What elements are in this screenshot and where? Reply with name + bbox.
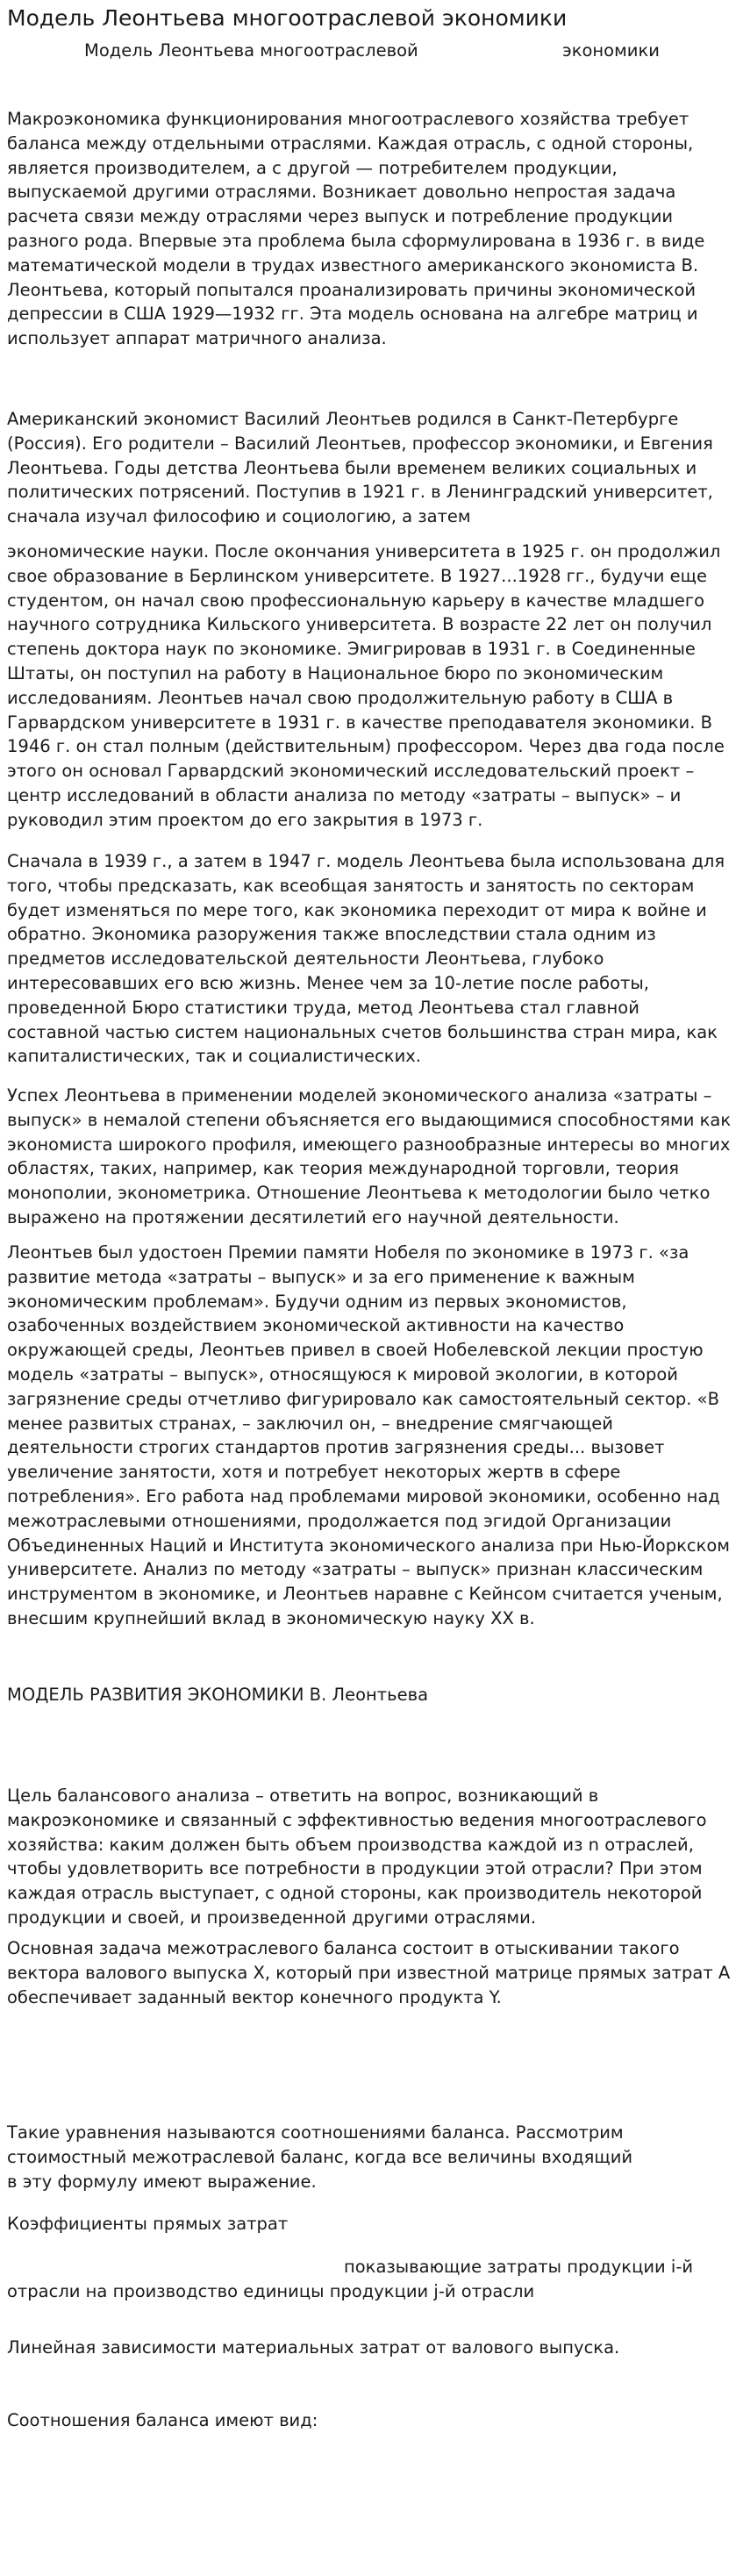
linear-dependence-text: Линейная зависимости материальных затрат от валового выпуска. bbox=[7, 2337, 620, 2358]
biography-paragraph-3: Сначала в 1939 г., а затем в 1947 г. модель Леонтьева была использована для того, чтобы предсказать, как всеобщая занятость и занятость по секторам будет изменяться по мере того, как экономика переходит от мира к войне и обратно. Экономика разоружения также впоследствии стала одним из предметов исследовательской деятельности Леонтьева, глубоко интересовавших его всю жизнь. Менее чем за 10-летие после работы, проведенной Бюро статистики труда, метод Леонтьева стал главной составной частью систем национальных счетов большинства стран мира, как капиталистических, так и социалистических. bbox=[7, 851, 725, 1067]
subtitle-right: экономики bbox=[562, 40, 660, 61]
page-title: Модель Леонтьева многоотраслевой экономики bbox=[7, 5, 568, 31]
biography-paragraph-1: Американский экономист Василий Леонтьев родился в Санкт-Петербурге (Россия). Его родители – Василий Леонтьев, профессор экономики, и Евгения Леонтьева. Годы детства Леонтьева были временем великих социальных и политических потрясений. Поступив в 1921 г. в Ленинградский университет, сначала изучал философию и социологию, а затем bbox=[7, 409, 713, 527]
model-heading: МОДЕЛЬ РАЗВИТИЯ ЭКОНОМИКИ В. Леонтьева bbox=[7, 1685, 429, 1705]
goal-paragraph: Цель балансового анализа – ответить на вопрос, возникающий в макроэкономике и связанный с эффективностью ведения многоотраслевого хозяйства: каким должен быть объем производства каждой из n отраслей, чтобы удовлетворить все потребности в продукции этой отрасли? При этом каждая отрасль выступает, с одной стороны, как производитель некоторой продукции и своей, и произведенной другими отраслями. bbox=[7, 1785, 707, 1928]
biography-paragraph-4: Успех Леонтьева в применении моделей экономического анализа «затраты – выпуск» в немалой степени объясняется его выдающимися способностями как экономиста широкого профиля, имеющего разнообразные интересы во многих областях, таких, например, как теория международной торговли, теория монополии, эконометрика. Отношение Леонтьева к методологии было четко выражено на протяжении десятилетий его научной деятельности. bbox=[7, 1085, 732, 1227]
intro-paragraph: Макроэкономика функционирования многоотраслевого хозяйства требует баланса между отдельными отраслями. Каждая отрасль, с одной стороны, является производителем, а с другой — потребителем продукции, выпускаемой другими отраслями. Возникает довольно непростая задача расчета связи между отраслями через выпуск и потребление продукции разного рода. Впервые эта проблема была сформулирована в 1936 г. в виде математической модели в трудах известного американского экономиста В. Леонтьева, который попытался проанализировать причины экономической депрессии в США 1929—1932 гг. Эта модель основана на алгебре матриц и использует аппарат матричного анализа. bbox=[7, 109, 705, 349]
coefficients-description-continued: отрасли на производство единицы продукции j-й отрасли bbox=[7, 2281, 535, 2301]
subtitle-left: Модель Леонтьева многоотраслевой bbox=[84, 40, 418, 61]
biography-paragraph-5: Леонтьев был удостоен Премии памяти Нобеля по экономике в 1973 г. «за развитие метода «затраты – выпуск» и за его применение к важным экономическим проблемам». Будучи одним из первых экономистов, озабоченных воздействием экономической активности на качество окружающей среды, Леонтьев привел в своей Нобелевской лекции простую модель «затраты – выпуск», относящуюся к мировой экологии, в которой загрязнение среды отчетливо фигурировало как самостоятельный сектор. «В менее развитых странах, – заключил он, – внедрение смягчающей деятельности строгих стандартов против загрязнения среды... вызовет увеличение занятости, хотя и потребует некоторых жертв в сфере потребления». Его работа над проблемами мировой экономики, особенно над межотраслевыми отношениями, продолжается под эгидой Организации Объединенных Наций и Института экономического анализа при Нью-Йоркском университете. Анализ по методу «затраты – выпуск» признан классическим инструментом в экономике, и Леонтьев наравне с Кейнсом считается ученым, внесшим крупнейший вклад в экономическую науку XX в. bbox=[7, 1242, 730, 1628]
coefficients-label: Коэффициенты прямых затрат bbox=[7, 2214, 289, 2234]
equations-paragraph: Такие уравнения называются соотношениями баланса. Рассмотрим стоимостный межотраслевой баланс, когда все величины входящий в эту формулу имеют выражение. bbox=[7, 2122, 633, 2192]
balance-relations-text: Соотношения баланса имеют вид: bbox=[7, 2410, 318, 2430]
task-paragraph: Основная задача межотраслевого баланса состоит в отыскивании такого вектора валового выпуска X, который при известной матрице прямых затрат А обеспечивает заданный вектор конечного продукта Y. bbox=[7, 1938, 731, 2007]
coefficients-description: показывающие затраты продукции i-й bbox=[344, 2257, 694, 2277]
biography-paragraph-2: экономические науки. После окончания университета в 1925 г. он продолжил свое образование в Берлинском университете. В 1927...1928 гг., будучи еще студентом, он начал свою профессиональную карьеру в качестве младшего научного сотрудника Кильского университета. В возрасте 22 лет он получил степень доктора наук по экономике. Эмигрировав в 1931 г. в Соединенные Штаты, он поступил на работу в Национальное бюро по экономическим исследованиям. Леонтьев начал свою продолжительную работу в США в Гарвардском университете в 1931 г. в качестве преподавателя экономики. В 1946 г. он стал полным (действительным) профессором. Через два года после этого он основал Гарвардский экономический исследовательский проект – центр исследований в области анализа по методу «затраты – выпуск» – и руководил этим проектом до его закрытия в 1973 г. bbox=[7, 541, 725, 830]
